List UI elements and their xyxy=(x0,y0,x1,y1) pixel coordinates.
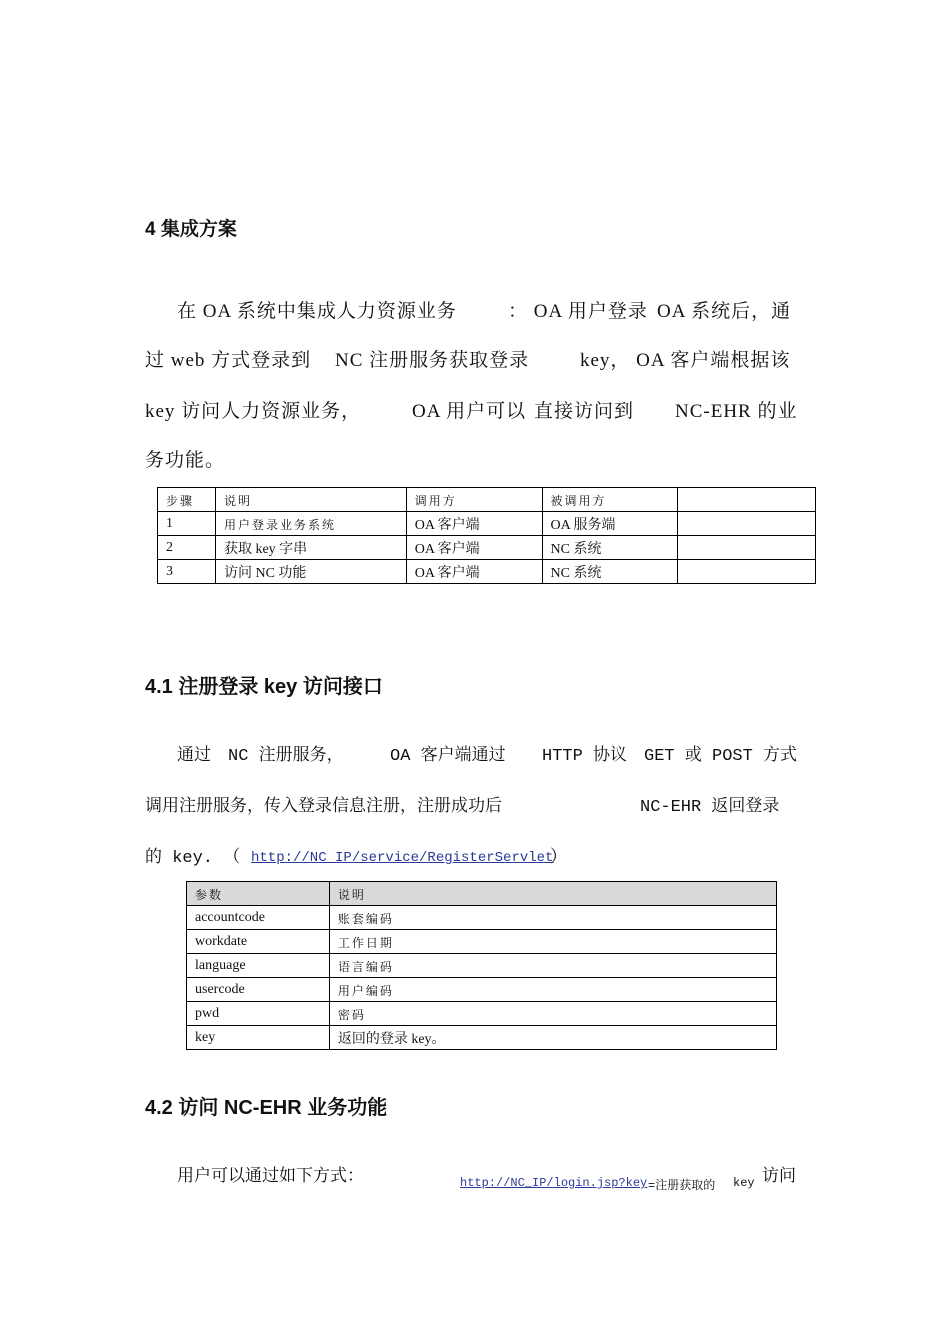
para-line-1-tail: 访问 xyxy=(762,1168,796,1187)
table-cell: OA 客户端 xyxy=(406,560,542,584)
para-line-1-intro: 用户可以通过如下方式： xyxy=(177,1168,364,1187)
para-line-1-seg-2: NC 注册服务， xyxy=(228,747,344,766)
table-cell: 用户编码 xyxy=(329,978,776,1002)
table-cell: key xyxy=(187,1026,330,1050)
para-line-3-seg-2: OA 用户可以 xyxy=(412,401,527,422)
para-line-1-seg-3: OA 客户端通过 xyxy=(390,747,506,766)
para-line-3-seg-4: NC-EHR 的业 xyxy=(675,401,798,422)
table-cell: 工作日期 xyxy=(329,930,776,954)
table-cell: 语言编码 xyxy=(329,954,776,978)
table-cell: OA 客户端 xyxy=(406,512,542,536)
table-cell xyxy=(678,512,816,536)
table-row xyxy=(187,954,777,978)
table-cell: 用户登录业务系统 xyxy=(215,512,406,536)
table-cell: NC 系统 xyxy=(542,560,678,584)
steps-table-header xyxy=(158,488,816,512)
section-4-2-title: 4.2 访问 NC-EHR 业务功能 xyxy=(145,1097,388,1119)
table-row xyxy=(187,930,777,954)
para-line-3-suffix: ） xyxy=(550,849,567,868)
table-cell: OA 服务端 xyxy=(542,512,678,536)
key-word: key xyxy=(733,1176,755,1190)
table-cell: 1 xyxy=(158,512,216,536)
para-line-1-seg-1: 在 OA 系统中集成人力资源业务 xyxy=(177,301,457,322)
para-line-2-seg-1: 调用注册服务，传入登录信息注册，注册成功后 xyxy=(145,798,502,817)
para-line-3-prefix: 的 key. （ xyxy=(145,849,241,868)
section-4-1-title: 4.1 注册登录 key 访问接口 xyxy=(145,676,383,698)
para-line-3-seg-3: 直接访问到 xyxy=(534,401,635,422)
para-line-2-seg-3: key， OA 客户端根据该 xyxy=(580,350,791,371)
table-cell: 获取 key 字串 xyxy=(215,536,406,560)
table-cell: 2 xyxy=(158,536,216,560)
header-cell: 说明 xyxy=(215,488,406,512)
table-cell: NC 系统 xyxy=(542,536,678,560)
table-cell: language xyxy=(187,954,330,978)
para-line-4: 务功能。 xyxy=(145,450,226,471)
para-line-1-seg-1: 通过 xyxy=(177,747,211,766)
table-cell xyxy=(678,536,816,560)
para-line-1-seg-4: HTTP 协议 xyxy=(542,747,628,766)
header-cell: 被调用方 xyxy=(542,488,678,512)
login-link[interactable]: http://NC_IP/login.jsp?key xyxy=(460,1176,648,1190)
header-cell: 调用方 xyxy=(406,488,542,512)
para-line-1-seg-5: GET 或 xyxy=(644,747,702,766)
table-cell: accountcode xyxy=(187,906,330,930)
header-cell: 说明 xyxy=(329,882,776,906)
table-cell: 密码 xyxy=(329,1002,776,1026)
link-suffix: =注册获取的 xyxy=(648,1179,716,1193)
table-cell: workdate xyxy=(187,930,330,954)
table-row xyxy=(158,512,816,536)
para-line-3-seg-1: key 访问人力资源业务， xyxy=(145,401,362,422)
header-cell: 步骤 xyxy=(158,488,216,512)
header-cell xyxy=(678,488,816,512)
section-4-title: 4 集成方案 xyxy=(145,219,237,240)
para-line-1-seg-3: OA 系统后，通 xyxy=(657,301,792,322)
para-line-1-seg-6: POST 方式 xyxy=(712,747,798,766)
register-servlet-link[interactable]: http://NC_IP/service/RegisterServlet xyxy=(251,850,554,866)
table-row xyxy=(187,1026,777,1050)
table-cell: 访问 NC 功能 xyxy=(215,560,406,584)
table-cell: OA 客户端 xyxy=(406,536,542,560)
table-row xyxy=(187,906,777,930)
para-line-2-seg-2: NC-EHR 返回登录 xyxy=(640,798,780,817)
para-line-2-seg-2: NC 注册服务获取登录 xyxy=(335,350,530,371)
params-table xyxy=(186,881,777,1050)
table-cell: 3 xyxy=(158,560,216,584)
table-cell: 账套编码 xyxy=(329,906,776,930)
para-line-2-seg-1: 过 web 方式登录到 xyxy=(145,350,312,371)
table-row xyxy=(187,978,777,1002)
steps-table xyxy=(157,487,816,584)
table-cell: 返回的登录 key。 xyxy=(329,1026,776,1050)
table-row xyxy=(158,560,816,584)
header-cell: 参数 xyxy=(187,882,330,906)
table-row xyxy=(187,1002,777,1026)
table-cell xyxy=(678,560,816,584)
table-cell: pwd xyxy=(187,1002,330,1026)
table-cell: usercode xyxy=(187,978,330,1002)
params-table-header xyxy=(187,882,777,906)
para-line-1-seg-2: ： OA 用户登录 xyxy=(508,301,648,322)
table-row xyxy=(158,536,816,560)
